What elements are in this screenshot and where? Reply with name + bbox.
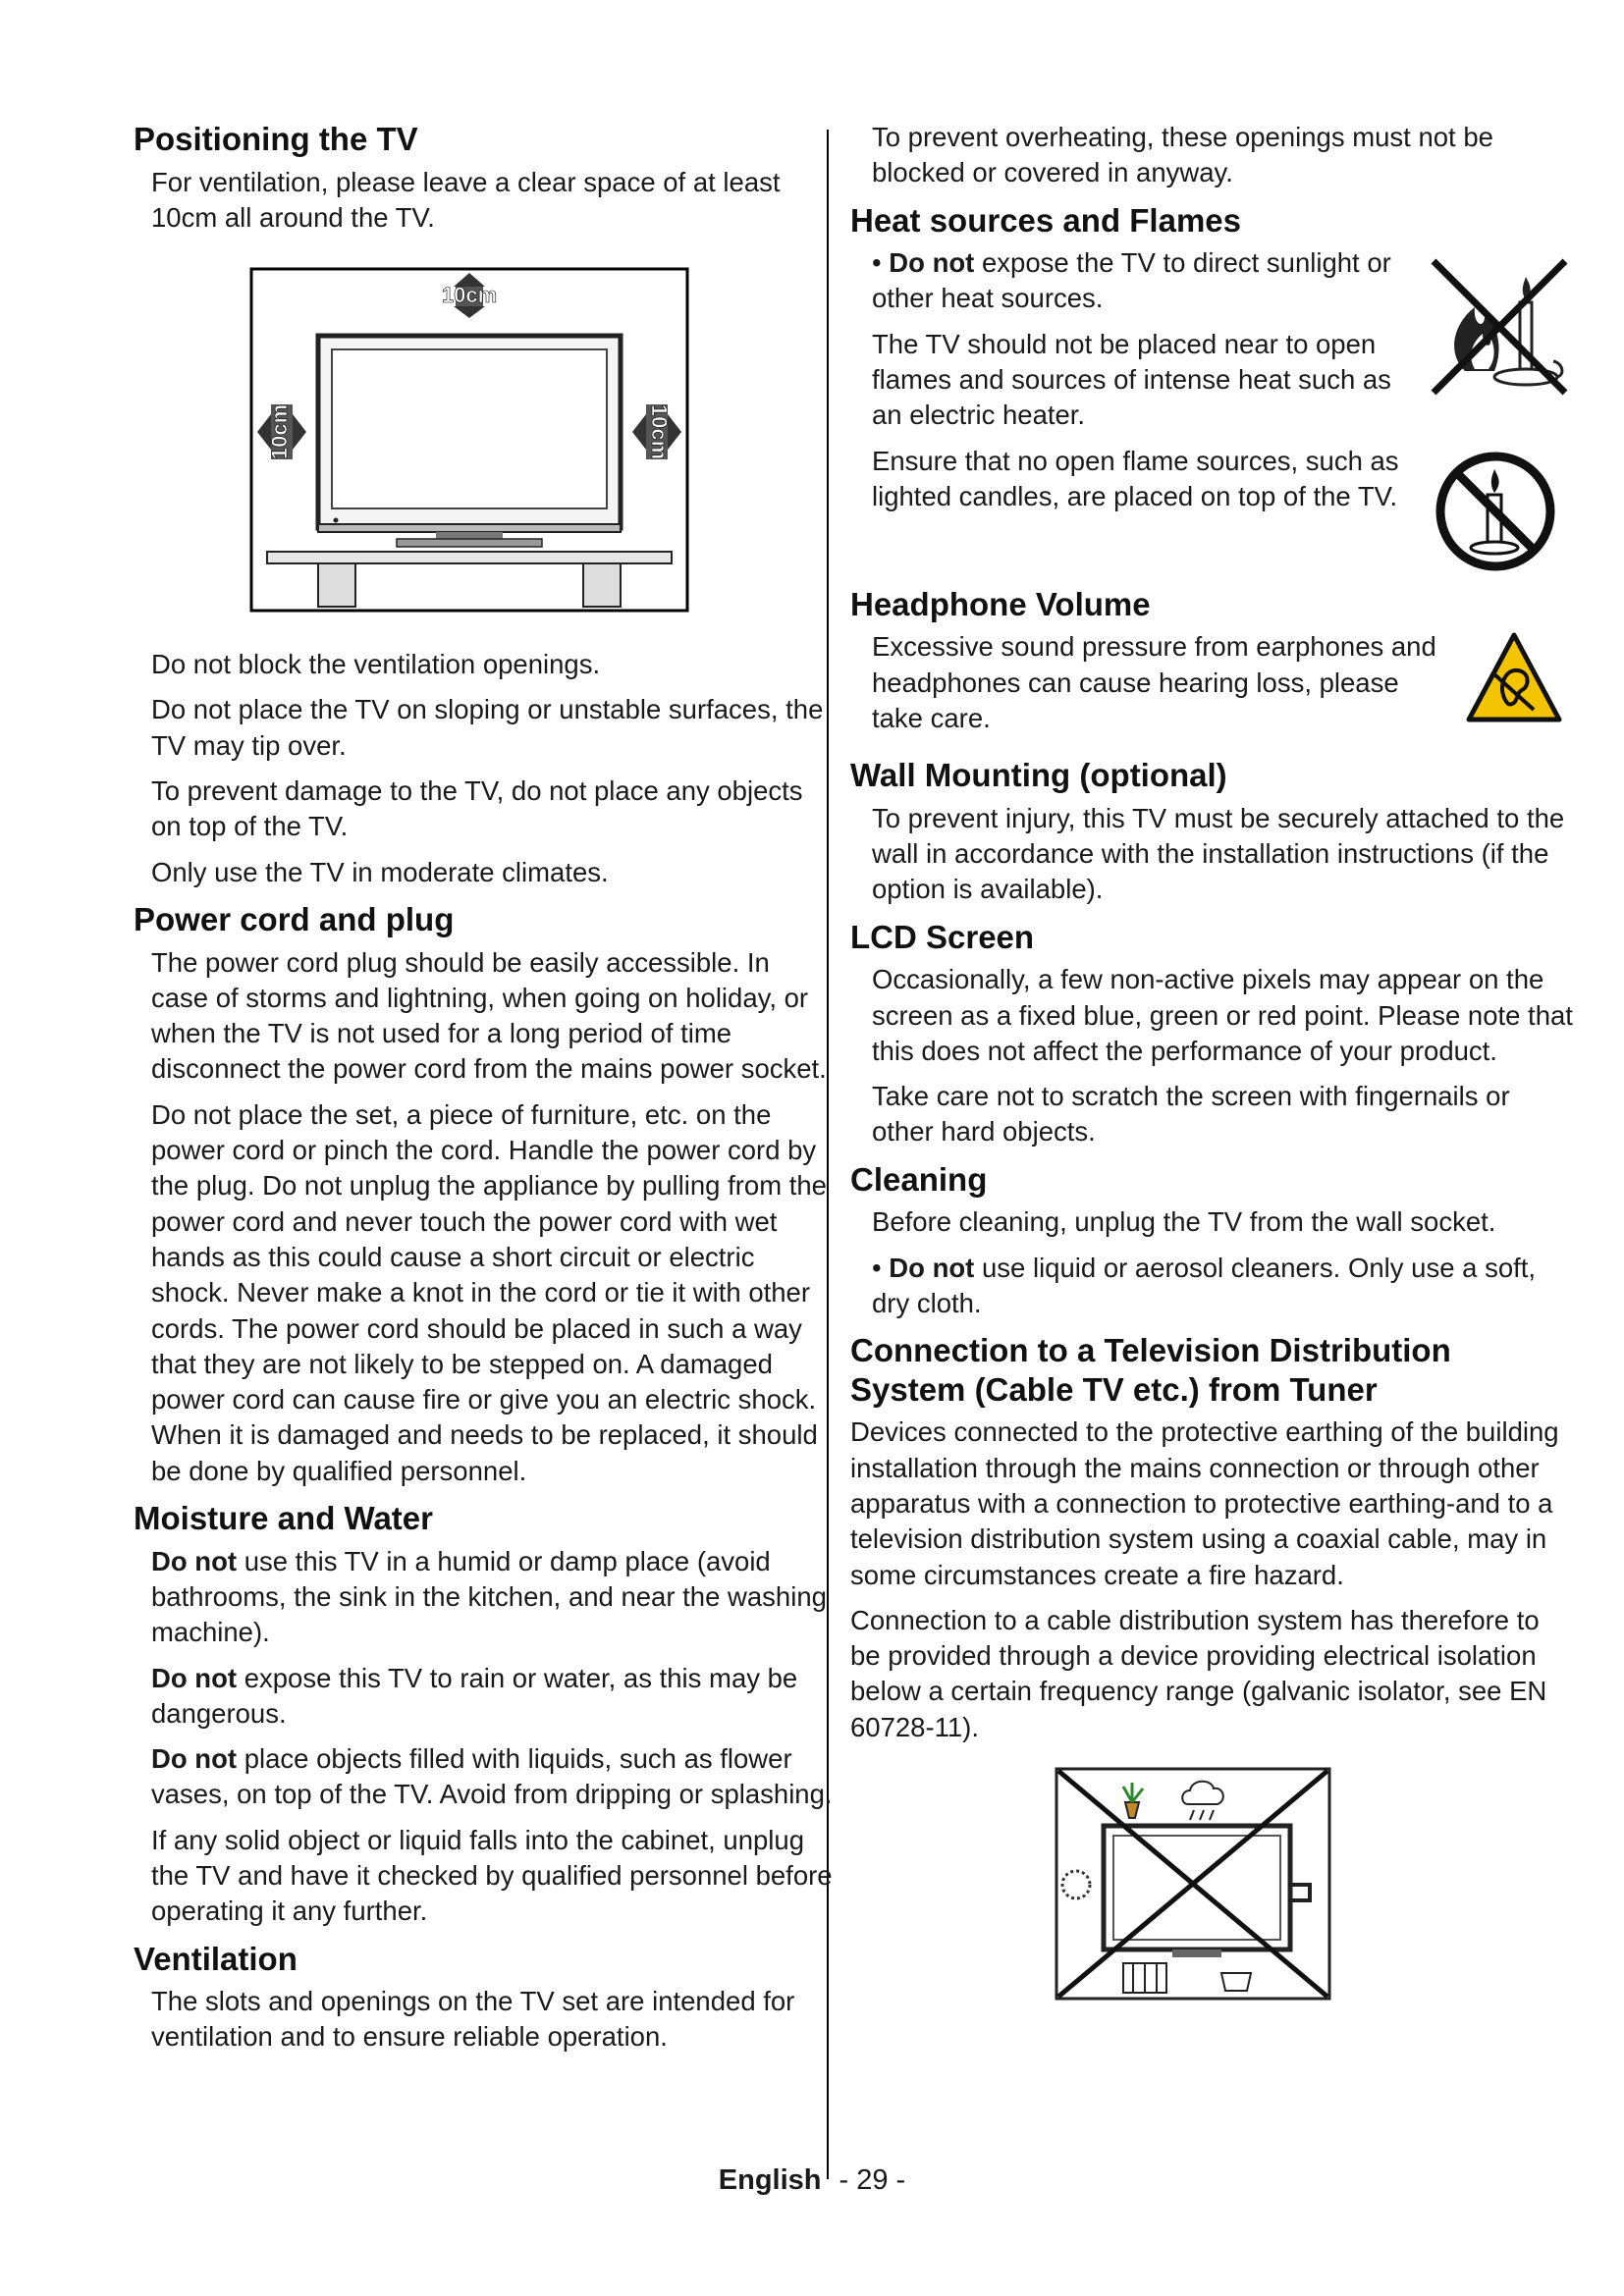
positioning-text-4: To prevent damage to the TV, do not place any objects on top of the TV. — [151, 775, 803, 842]
moisture-text-4: If any solid object or liquid falls into the cabinet, unplug the TV and have it checked by qualified personnel before operating it any further. — [151, 1824, 833, 1927]
positioning-text-2: Do not block the ventilation openings. — [151, 649, 601, 680]
power-cord-heading: Power cord and plug — [134, 900, 455, 937]
clearance-left-label: 10cm — [267, 404, 292, 460]
section-moisture — [134, 1499, 833, 1930]
moisture-text-2-body: expose this TV to rain or water, as this may be dangerous. — [151, 1662, 798, 1729]
tv-clearance-illustration — [249, 267, 689, 613]
left-column — [134, 120, 833, 2065]
section-positioning — [134, 120, 833, 890]
section-connection — [850, 1331, 1573, 2001]
heat-sources-text-1: • Do not expose the TV to direct sunlight or other heat sources. — [872, 247, 1391, 314]
wall-mounting-heading: Wall Mounting (optional) — [850, 757, 1227, 794]
section-wall-mounting — [850, 756, 1573, 907]
moisture-text-1-bold: Do not — [151, 1545, 238, 1576]
section-lcd-screen — [850, 918, 1573, 1150]
right-column — [850, 120, 1573, 2010]
positioning-text-3: Do not place the TV on sloping or unstable surfaces, the TV may tip over. — [151, 694, 824, 761]
positioning-text-5: Only use the TV in moderate climates. — [151, 856, 609, 887]
footer-language: English — [718, 2164, 822, 2196]
section-cleaning — [850, 1160, 1573, 1321]
section-ventilation — [134, 1940, 833, 2056]
heat-sources-text-1-bold: Do not — [889, 247, 975, 279]
wall-mounting-text-1: To prevent injury, this TV must be securely attached to the wall in accordance with the installation instructions (if the option is available). — [872, 802, 1565, 905]
cleaning-text-1: Before cleaning, unplug the TV from the wall socket. — [872, 1206, 1496, 1238]
section-heat-sources — [850, 201, 1573, 575]
page-footer — [0, 2164, 1624, 2197]
moisture-text-2-bold: Do not — [151, 1662, 238, 1693]
heat-sources-text-3: Ensure that no open flame sources, such as lighted candles, are placed on top of the TV. — [872, 445, 1399, 511]
headphone-heading: Headphone Volume — [850, 585, 1151, 622]
moisture-text-1-body: use this TV in a humid or damp place (avoid bathrooms, the sink in the kitchen, and near the washing machine). — [151, 1545, 827, 1648]
heat-sources-text-1-body: expose the TV to direct sunlight or other heat sources. — [872, 247, 1391, 314]
cleaning-text-2-body: use liquid or aerosol cleaners. Only use a soft, dry cloth. — [872, 1252, 1537, 1318]
lcd-screen-text-1: Occasionally, a few non-active pixels may appear on the screen as a fixed blue, green or red point. Please note that this does not affect the performance of your product. — [872, 964, 1573, 1066]
cleaning-text-2: • Do not use liquid or aerosol cleaners. Only use a soft, dry cloth. — [872, 1252, 1537, 1318]
headphone-text-1: Excessive sound pressure from earphones and headphones can cause hearing loss, please take care. — [872, 631, 1436, 733]
section-headphone — [850, 585, 1573, 746]
moisture-text-3-body: place objects filled with liquids, such as flower vases, on top of the TV. Avoid from dripping or splashing. — [151, 1743, 833, 1810]
lcd-screen-text-2: Take care not to scratch the screen with fingernails or other hard objects. — [872, 1081, 1510, 1148]
no-flame-icon — [1426, 253, 1573, 400]
hearing-warning-icon — [1465, 629, 1563, 727]
power-cord-text-1: The power cord plug should be easily accessible. In case of storms and lightning, when going on holiday, or when the TV is not used for a long period of time disconnect the power cord from the mains power socket. — [151, 946, 827, 1085]
connection-text-2: Connection to a cable distribution system has therefore to be provided through a device providing electrical isolation below a certain frequency range (galvanic isolator, see EN 60728-11). — [850, 1604, 1547, 1742]
heat-sources-text-2: The TV should not be placed near to open flames and sources of intense heat such as an electric heater. — [872, 328, 1391, 431]
section-power-cord — [134, 900, 833, 1489]
page-number: - 29 - — [839, 2164, 906, 2196]
connection-heading: Connection to a Television Distribution System (Cable TV etc.) from Tuner — [850, 1332, 1451, 1408]
no-candle-icon — [1432, 448, 1559, 575]
clearance-right-label: 10cm — [647, 404, 672, 460]
ventilation-continued-text: To prevent overheating, these openings must not be blocked or covered in anyway. — [872, 122, 1493, 188]
moisture-text-3-bold: Do not — [151, 1743, 238, 1775]
heat-sources-heading: Heat sources and Flames — [850, 201, 1241, 239]
lcd-screen-heading: LCD Screen — [850, 918, 1035, 955]
moisture-text-1 — [151, 1544, 833, 1651]
clearance-top-label: 10cm — [441, 283, 498, 308]
positioning-text-1: For ventilation, please leave a clear space of at least 10cm all around the TV. — [151, 166, 781, 233]
ventilation-text-1: The slots and openings on the TV set are intended for ventilation and to ensure reliable operation. — [151, 1986, 795, 2053]
moisture-text-3 — [151, 1741, 833, 1813]
moisture-text-2 — [151, 1661, 833, 1733]
moisture-heading: Moisture and Water — [134, 1500, 433, 1537]
tv-hazards-illustration — [1055, 1767, 1331, 2001]
connection-text-1: Devices connected to the protective earthing of the building installation through the mains connection or through other apparatus with a connection to protective earthing-and to a television distribution system using a coaxial cable, may in some circumstances create a fire hazard. — [850, 1416, 1559, 1590]
positioning-heading: Positioning the TV — [134, 121, 418, 157]
cleaning-text-2-bold: Do not — [889, 1252, 975, 1283]
ventilation-heading: Ventilation — [134, 1940, 298, 1977]
power-cord-text-2: Do not place the set, a piece of furniture, etc. on the power cord or pinch the cord. Handle the power cord by the plug. Do not unplug the appliance by pulling from the power cord and never touch the power cord with wet hands as this could cause a short circuit or electric shock. Never make a knot in the cord or tie it with other cords. The power cord should be placed in such a way that they are not likely to be stepped on. A damaged power cord can cause fire or give you an electric shock. When it is damaged and needs to be replaced, it should be done by qualified personnel. — [151, 1098, 827, 1486]
cleaning-heading: Cleaning — [850, 1160, 988, 1198]
